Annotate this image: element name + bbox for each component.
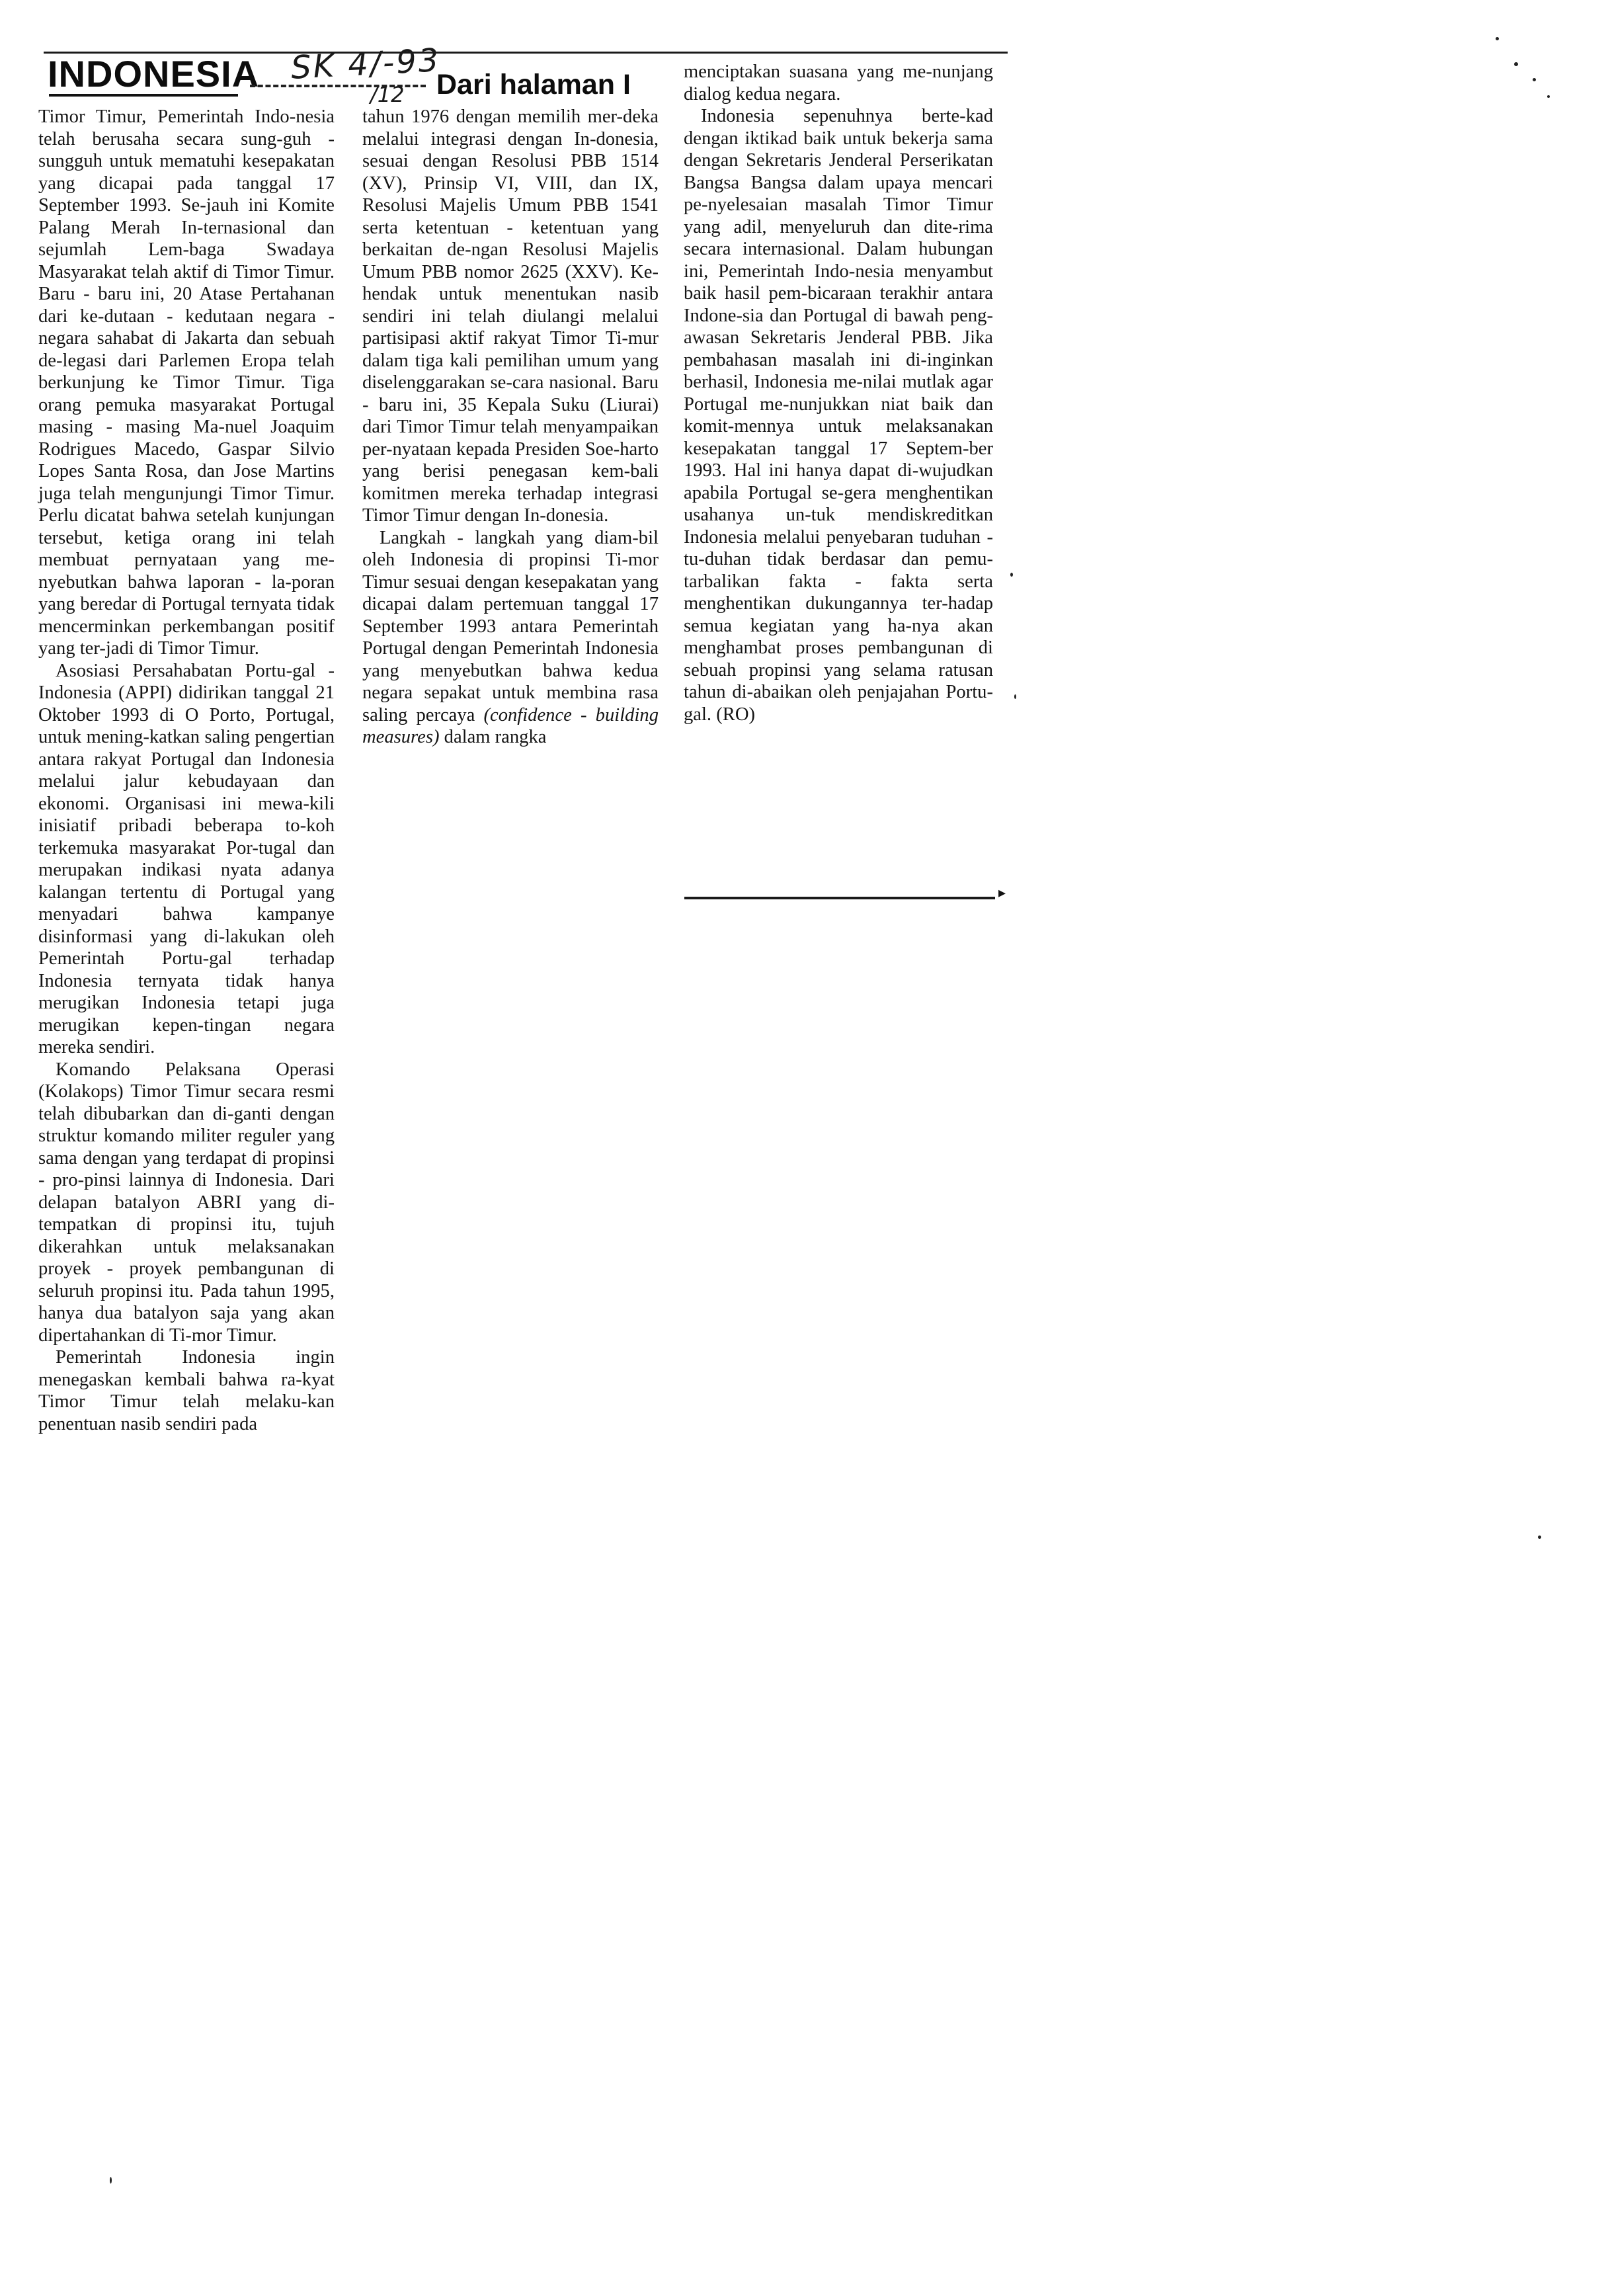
- handwritten-archive-note-sub: /12: [370, 82, 405, 107]
- article-paragraph: Indonesia sepenuhnya berte-kad dengan iktikad baik untuk bekerja sama dengan Sekretaris Jenderal Perserikatan Bangsa Bangsa dalam upaya mencari pe-nyelesaian masalah Timor Timur yang adil, menyeluruh dan dite-rima secara internasional. Dalam hubungan ini, Pemerintah Indo-nesia menyambut baik hasil pem-bicaraan terakhir antara Indone-sia dan Portugal di bawah peng-awasan Sekretaris Jenderal PBB. Jika pembahasan masalah ini di-inginkan berhasil, Indonesia me-nilai mutlak agar Portugal me-nunjukkan niat baik dan komit-mennya untuk melaksanakan kesepakatan tanggal 17 Septem-ber 1993. Hal ini hanya dapat di-wujudkan apabila Portugal se-gera menghentikan usahanya un-tuk mendiskreditkan Indonesia melalui penyebaran tuduhan - tu-duhan tidak berdasar dan pemu-tarbalikan fakta - fakta serta menghentikan dukungannya ter-hadap semua kegiatan yang ha-nya akan menghambat proses pembangunan di sebuah propinsi yang selama ratusan tahun di-abaikan oleh penjajahan Portu-gal. (RO): [684, 106, 993, 725]
- article-paragraph-text: Langkah - langkah yang diam-bil oleh Indonesia di propinsi Ti-mor Timur sesuai dengan kesepakatan yang dicapai dalam pertemuan tanggal 17 September 1993 antara Pemerintah Portugal dengan Pemerintah Indonesia yang menyebutkan bahwa kedua negara sepakat untuk membina rasa saling percaya: [362, 527, 659, 725]
- article-paragraph: Asosiasi Persahabatan Portu-gal - Indonesia (APPI) didirikan tanggal 21 Oktober 1993 di O Porto, Portugal, untuk mening-katkan saling pengertian antara rakyat Portugal dan Indonesia melalui jalur kebudayaan dan ekonomi. Organisasi ini mewa-kili inisiatif pribadi beberapa to-koh terkemuka masyarakat Por-tugal dan merupakan indikasi nyata adanya kalangan tertentu di Portugal yang menyadari bahwa kampanye disinformasi yang di-lakukan oleh Pemerintah Portu-gal terhadap Indonesia ternyata tidak hanya merugikan Indonesia tetapi juga merugikan kepen-tingan negara mereka sendiri.: [38, 660, 335, 1057]
- article-paragraph-with-italic: [362, 527, 659, 749]
- scan-speck: [1538, 1536, 1541, 1539]
- handwritten-archive-note: SK 4/-93: [290, 42, 442, 87]
- scan-speck: [1547, 95, 1550, 98]
- article-paragraph: Komando Pelaksana Operasi (Kolakops) Timor Timur secara resmi telah dibubarkan dan di-ganti dengan struktur komando militer reguler yang sama dengan yang terdapat di propinsi - pro-pinsi lainnya di Indonesia. Dari delapan batalyon ABRI yang di-tempatkan di propinsi itu, tujuh dikerahkan untuk melaksanakan proyek - proyek pembangunan di seluruh propinsi itu. Pada tahun 1995, hanya dua batalyon saja yang akan dipertahankan di Ti-mor Timur.: [38, 1059, 335, 1346]
- italic-phrase: (confidence - building measures): [362, 704, 659, 747]
- section-kicker: INDONESIA: [48, 53, 260, 95]
- article-paragraph: Pemerintah Indonesia ingin menegaskan kembali bahwa ra-kyat Timor Timur telah melaku-kan penentuan nasib sendiri pada: [38, 1347, 335, 1434]
- end-mark-icon: ▸: [998, 885, 1006, 901]
- kicker-underline: [49, 94, 238, 97]
- scan-speck: [1010, 573, 1013, 577]
- article-column-3: [684, 61, 993, 725]
- article-end-rule: [684, 897, 995, 899]
- article-column-2: [362, 106, 659, 749]
- article-paragraph: tahun 1976 dengan memilih mer-deka melalui integrasi dengan In-donesia, sesuai dengan Resolusi PBB 1514 (XV), Prinsip VI, VIII, dan IX, Resolusi Majelis Umum PBB 1541 serta ketentuan - ketentuan yang berkaitan de-ngan Resolusi Majelis Umum PBB nomor 2625 (XXV). Ke-hendak untuk menentukan nasib sendiri ini telah diulangi melalui partisipasi aktif rakyat Timor Ti-mur dalam tiga kali pemilihan umum yang diselenggarakan se-cara nasional. Baru - baru ini, 35 Kepala Suku (Liurai) dari Timor Timur telah menyampaikan per-nyataan kepada Presiden Soe-harto yang berisi penegasan kem-bali komitmen mereka terhadap integrasi Timor Timur dengan In-donesia.: [362, 106, 659, 526]
- scan-speck: [1014, 694, 1016, 699]
- continued-from-label: Dari halaman I: [436, 69, 631, 101]
- scan-speck: [110, 2177, 112, 2184]
- scan-speck: [1496, 37, 1499, 40]
- article-paragraph: menciptakan suasana yang me-nunjang dialog kedua negara.: [684, 62, 993, 104]
- scan-speck: [1533, 78, 1536, 81]
- article-column-1: [38, 106, 335, 1435]
- scan-speck: [1514, 62, 1518, 66]
- article-paragraph: Timor Timur, Pemerintah Indo-nesia telah berusaha secara sung-guh - sungguh untuk mematuhi kesepakatan yang dicapai pada tanggal 17 September 1993. Se-jauh ini Komite Palang Merah In-ternasional dan sejumlah Lem-baga Swadaya Masyarakat telah aktif di Timor Timur. Baru - baru ini, 20 Atase Pertahanan dari ke-dutaan - kedutaan negara - negara sahabat di Jakarta dan sebuah de-legasi dari Parlemen Eropa telah berkunjung ke Timor Timur. Tiga orang pemuka masyarakat Portugal masing - masing Ma-nuel Joaquim Rodrigues Macedo, Gaspar Silvio Lopes Santa Rosa, dan Jose Martins juga telah mengunjungi Timor Timur. Perlu dicatat bahwa setelah kunjungan tersebut, ketiga orang ini telah membuat pernyataan yang me-nyebutkan bahwa laporan - la-poran yang beredar di Portugal ternyata tidak mencerminkan perkembangan positif yang ter-jadi di Timor Timur.: [38, 106, 335, 659]
- article-paragraph-tail: dalam rangka: [444, 727, 547, 747]
